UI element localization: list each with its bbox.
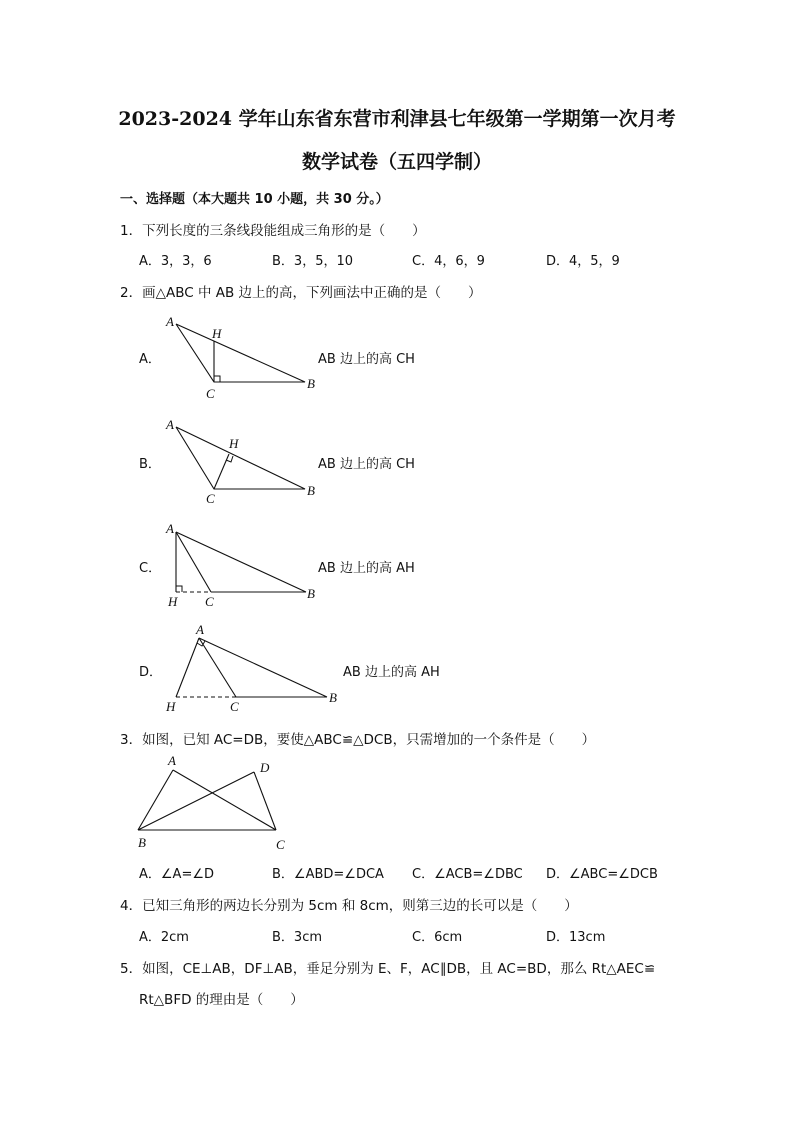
question-3-stem: 3．如图，已知 AC=DB，要使△ABC≌△DCB，只需增加的一个条件是（ ） bbox=[120, 732, 596, 748]
point-c-label: C bbox=[230, 699, 239, 714]
question-4-option-a: A．2cm bbox=[139, 930, 189, 945]
point-c-label: C bbox=[206, 491, 215, 505]
question-4-option-c: C．6cm bbox=[412, 930, 463, 945]
question-2-option-c-label: C． bbox=[139, 561, 162, 576]
point-a-label: A bbox=[166, 521, 174, 536]
question-2-option-b-caption: AB 边上的高 CH bbox=[318, 457, 415, 472]
point-b-label: B bbox=[307, 483, 315, 498]
question-2-figure-d bbox=[160, 620, 350, 715]
point-a-label: A bbox=[166, 314, 174, 329]
question-1-option-b: B．3，5，10 bbox=[272, 254, 354, 269]
question-2-figure-c bbox=[160, 518, 320, 608]
question-3-option-b: B．∠ABD=∠DCA bbox=[272, 867, 384, 882]
point-b-label: B bbox=[307, 376, 315, 391]
question-3-option-c: C．∠ACB=∠DBC bbox=[412, 867, 523, 882]
exam-title-line-1: 2023-2024 学年山东省东营市利津县七年级第一学期第一次月考 bbox=[118, 108, 676, 130]
point-h-label: H bbox=[229, 436, 239, 451]
question-2-figure-b bbox=[160, 415, 320, 505]
exam-title-line-2: 数学试卷（五四学制） bbox=[301, 151, 492, 173]
question-2-stem: 2．画△ABC 中 AB 边上的高，下列画法中正确的是（ ） bbox=[120, 285, 482, 301]
question-2-option-a-caption: AB 边上的高 CH bbox=[318, 352, 415, 367]
question-1-option-d: D．4，5，9 bbox=[546, 254, 620, 269]
question-2-option-c-caption: AB 边上的高 AH bbox=[318, 561, 415, 576]
point-b-label: B bbox=[329, 690, 337, 705]
question-2-option-d-caption: AB 边上的高 AH bbox=[343, 665, 440, 680]
question-2-option-a-label: A． bbox=[139, 352, 161, 367]
point-b-label: B bbox=[138, 835, 146, 850]
question-5-stem-line-1: 5．如图，CE⊥AB，DF⊥AB，垂足分别为 E、F，AC∥DB，且 AC=BD，那么 Rt△AEC≌ bbox=[120, 961, 656, 977]
question-3-option-a: A．∠A=∠D bbox=[139, 867, 214, 882]
section-heading: 一、选择题（本大题共 10 小题，共 30 分。） bbox=[120, 192, 389, 207]
question-2-option-d-label: D． bbox=[139, 665, 163, 680]
point-b-label: B bbox=[307, 586, 315, 601]
question-4-stem: 4．已知三角形的两边长分别为 5cm 和 8cm，则第三边的长可以是（ ） bbox=[120, 898, 578, 914]
question-1-option-a: A．3，3，6 bbox=[139, 254, 212, 269]
question-5-stem-line-2: Rt△BFD 的理由是（ ） bbox=[139, 992, 304, 1008]
question-2-option-b-label: B． bbox=[139, 457, 161, 472]
point-a-label: A bbox=[166, 417, 174, 432]
question-4-option-d: D．13cm bbox=[546, 930, 606, 945]
point-h-label: H bbox=[212, 326, 222, 341]
point-c-label: C bbox=[205, 594, 214, 608]
point-a-label: A bbox=[196, 622, 204, 637]
question-2-figure-a bbox=[160, 312, 320, 402]
question-3-figure bbox=[130, 752, 300, 857]
question-4-option-b: B．3cm bbox=[272, 930, 323, 945]
question-1-stem: 1．下列长度的三条线段能组成三角形的是（ ） bbox=[120, 223, 426, 239]
point-a-label: A bbox=[168, 753, 176, 768]
question-3-option-d: D．∠ABC=∠DCB bbox=[546, 867, 658, 882]
point-h-label: H bbox=[168, 594, 178, 608]
point-h-label: H bbox=[166, 699, 176, 714]
point-c-label: C bbox=[206, 386, 215, 401]
point-d-label: D bbox=[260, 760, 270, 775]
question-1-option-c: C．4，6，9 bbox=[412, 254, 485, 269]
point-c-label: C bbox=[276, 837, 285, 852]
